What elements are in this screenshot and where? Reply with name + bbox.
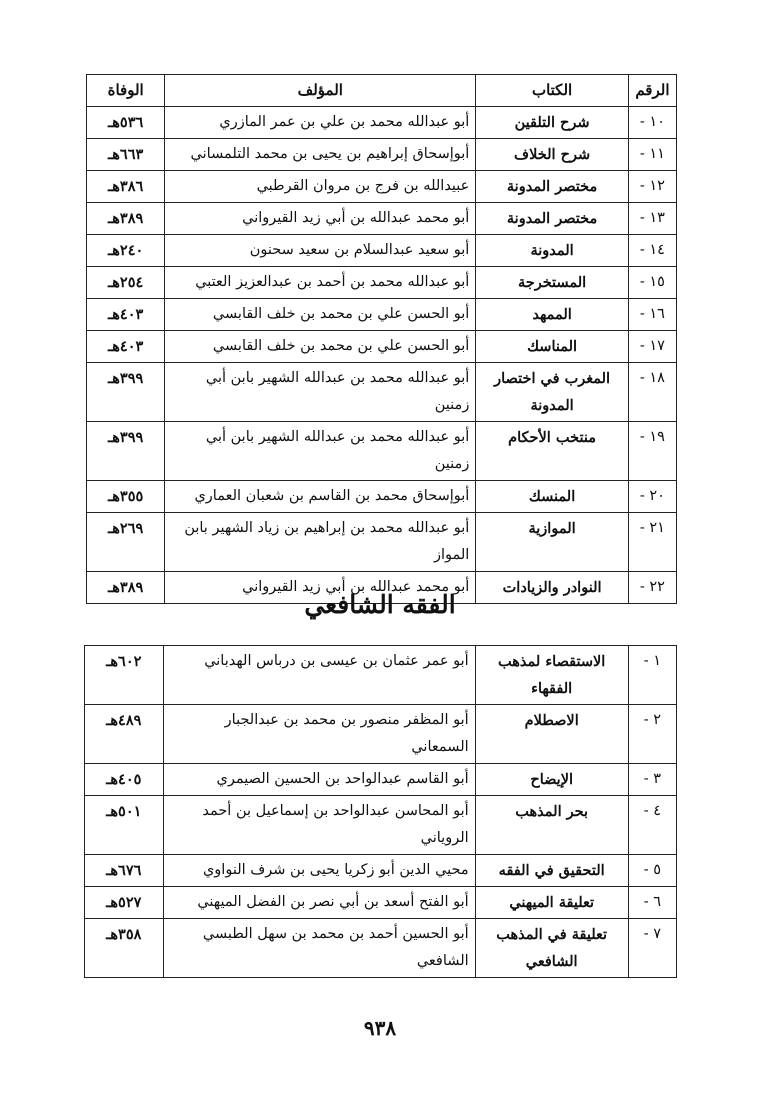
row-number: ١٨ - xyxy=(628,363,676,422)
table-row xyxy=(87,267,677,299)
author-name: أبو عبدالله محمد بن إبراهيم بن زياد الشهير بابن المواز xyxy=(165,513,476,572)
table-row xyxy=(87,481,677,513)
book-title: الاستقصاء لمذهب الفقهاء xyxy=(475,646,628,705)
author-name: أبو الحسن علي بن محمد بن خلف القابسي xyxy=(165,331,476,363)
table-row xyxy=(87,422,677,481)
author-name: أبو الفتح أسعد بن أبي نصر بن الفضل الميهني xyxy=(163,887,475,919)
author-name: عبيدالله بن فرج بن مروان القرطبي xyxy=(165,171,476,203)
section-heading-shafii-fiqh: الفقه الشافعي xyxy=(304,590,456,619)
book-title: مختصر المدونة xyxy=(476,203,629,235)
death-year: ٤٠٥هـ xyxy=(85,764,164,796)
author-name: أبوإسحاق محمد بن القاسم بن شعبان العماري xyxy=(165,481,476,513)
author-name: أبو المحاسن عبدالواحد بن إسماعيل بن أحمد الروياني xyxy=(163,796,475,855)
death-year: ٥٠١هـ xyxy=(85,796,164,855)
row-number: ٢٠ - xyxy=(628,481,676,513)
book-title: النوادر والزيادات xyxy=(476,572,629,604)
row-number: ١٥ - xyxy=(628,267,676,299)
author-name: أبو القاسم عبدالواحد بن الحسين الصيمري xyxy=(163,764,475,796)
death-year: ٣٥٨هـ xyxy=(85,919,164,978)
death-year: ٤٠٣هـ xyxy=(87,331,165,363)
row-number: ١٧ - xyxy=(628,331,676,363)
row-number: ٢٢ - xyxy=(628,572,676,604)
book-title: شرح الخلاف xyxy=(476,139,629,171)
author-name: أبو الحسن علي بن محمد بن خلف القابسي xyxy=(165,299,476,331)
death-year: ٣٨٦هـ xyxy=(87,171,165,203)
author-name: أبوإسحاق إبراهيم بن يحيى بن محمد التلمساني xyxy=(165,139,476,171)
author-name: أبو سعيد عبدالسلام بن سعيد سحنون xyxy=(165,235,476,267)
death-year: ٣٨٩هـ xyxy=(87,203,165,235)
book-title: الإيضاح xyxy=(475,764,628,796)
book-title: منتخب الأحكام xyxy=(476,422,629,481)
table-row xyxy=(85,796,677,855)
author-name: أبو محمد عبدالله بن أبي زيد القيرواني xyxy=(165,203,476,235)
shafii-table-body xyxy=(85,646,677,978)
book-title: المدونة xyxy=(476,235,629,267)
row-number: ٣ - xyxy=(628,764,676,796)
death-year: ٤٨٩هـ xyxy=(85,705,164,764)
row-number: ٥ - xyxy=(628,855,676,887)
row-number: ٤ - xyxy=(628,796,676,855)
table-row xyxy=(85,764,677,796)
row-number: ١٩ - xyxy=(628,422,676,481)
row-number: ١٢ - xyxy=(628,171,676,203)
death-year: ٦٧٦هـ xyxy=(85,855,164,887)
book-title: مختصر المدونة xyxy=(476,171,629,203)
book-title: المستخرجة xyxy=(476,267,629,299)
death-year: ٣٩٩هـ xyxy=(87,422,165,481)
row-number: ٢ - xyxy=(628,705,676,764)
death-year: ٦٠٢هـ xyxy=(85,646,164,705)
shafii-books-table xyxy=(84,645,677,978)
maliki-books-table xyxy=(86,74,677,604)
book-title: شرح التلقين xyxy=(476,107,629,139)
row-number: ١٠ - xyxy=(628,107,676,139)
book-title: تعليقة في المذهب الشافعي xyxy=(475,919,628,978)
book-title: المغرب في اختصار المدونة xyxy=(476,363,629,422)
row-number: ١٦ - xyxy=(628,299,676,331)
table-row xyxy=(87,513,677,572)
author-name: أبو عبدالله محمد بن أحمد بن عبدالعزيز العتبي xyxy=(165,267,476,299)
table-row xyxy=(87,363,677,422)
page-number: ٩٣٨ xyxy=(363,1016,397,1040)
author-name: أبو عبدالله محمد بن عبدالله الشهير بابن أبي زمنين xyxy=(165,422,476,481)
row-number: ٧ - xyxy=(628,919,676,978)
death-year: ٢٤٠هـ xyxy=(87,235,165,267)
row-number: ١٣ - xyxy=(628,203,676,235)
author-name: محيي الدين أبو زكريا يحيى بن شرف النواوي xyxy=(163,855,475,887)
death-year: ٦٦٣هـ xyxy=(87,139,165,171)
death-year: ٣٨٩هـ xyxy=(87,572,165,604)
book-title: بحر المذهب xyxy=(475,796,628,855)
header-book: الكتاب xyxy=(476,75,629,107)
death-year: ٣٩٩هـ xyxy=(87,363,165,422)
author-name: أبو عبدالله محمد بن علي بن عمر المازري xyxy=(165,107,476,139)
header-death: الوفاة xyxy=(87,75,165,107)
table-row xyxy=(85,919,677,978)
table-row xyxy=(87,331,677,363)
author-name: أبو عمر عثمان بن عيسى بن درباس الهدباني xyxy=(163,646,475,705)
table-row xyxy=(85,855,677,887)
table-row xyxy=(85,705,677,764)
row-number: ٦ - xyxy=(628,887,676,919)
author-name: أبو الحسين أحمد بن محمد بن سهل الطبسي الشافعي xyxy=(163,919,475,978)
book-title: الموازية xyxy=(476,513,629,572)
book-title: المناسك xyxy=(476,331,629,363)
header-author: المؤلف xyxy=(165,75,476,107)
death-year: ٤٠٣هـ xyxy=(87,299,165,331)
author-name: أبو عبدالله محمد بن عبدالله الشهير بابن أبي زمنين xyxy=(165,363,476,422)
table-row xyxy=(85,646,677,705)
death-year: ٣٥٥هـ xyxy=(87,481,165,513)
row-number: ٢١ - xyxy=(628,513,676,572)
table-row xyxy=(87,171,677,203)
table-row xyxy=(87,235,677,267)
maliki-table-body xyxy=(87,107,677,604)
row-number: ١١ - xyxy=(628,139,676,171)
death-year: ٥٣٦هـ xyxy=(87,107,165,139)
book-title: تعليقة الميهني xyxy=(475,887,628,919)
death-year: ٥٢٧هـ xyxy=(85,887,164,919)
book-title: الاصطلام xyxy=(475,705,628,764)
row-number: ١٤ - xyxy=(628,235,676,267)
table-row xyxy=(87,203,677,235)
table-row xyxy=(87,139,677,171)
book-title: المنسك xyxy=(476,481,629,513)
death-year: ٢٥٤هـ xyxy=(87,267,165,299)
table-header-row xyxy=(87,75,677,107)
death-year: ٢٦٩هـ xyxy=(87,513,165,572)
author-name: أبو محمد عبدالله بن أبي زيد القيرواني xyxy=(165,572,476,604)
table-row xyxy=(87,107,677,139)
table-row xyxy=(87,299,677,331)
author-name: أبو المظفر منصور بن محمد بن عبدالجبار السمعاني xyxy=(163,705,475,764)
book-title: التحقيق في الفقه xyxy=(475,855,628,887)
book-title: الممهد xyxy=(476,299,629,331)
row-number: ١ - xyxy=(628,646,676,705)
table-row xyxy=(85,887,677,919)
header-number: الرقم xyxy=(628,75,676,107)
